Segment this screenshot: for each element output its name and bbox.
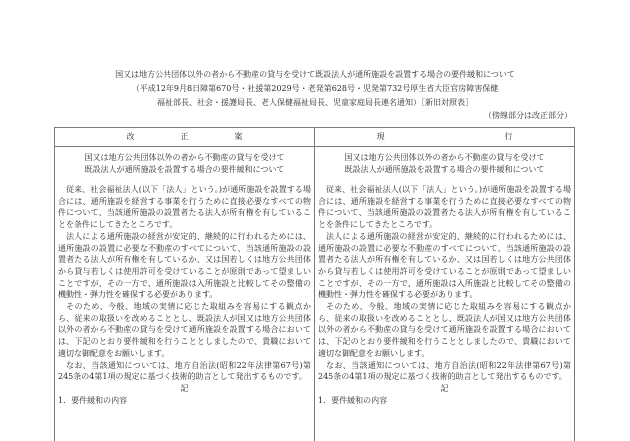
header-char: 行 xyxy=(504,132,513,141)
paragraph: 従来、社会福祉法人(以下「法人」という。)が通所施設を設置する場合には、通所施設を経営する事業を行うために直接必要なすべての物件について、当該通所施設の設置者たる法人が所有権を有していることを条件にしてきたところです。 xyxy=(58,185,311,230)
paragraph: そのため、今般、地域の実情に応じた取組みを容易にする観点から、従来の取扱いを改めることとし、既設法人が国又は地方公共団体以外の者から不動産の貸与を受けて通所施設を設置する場合においては、下記のとおり要件緩和を行うこととしましたので、貴職において適切な御配意をお願いします。 xyxy=(318,302,571,358)
header-char: 現 xyxy=(376,132,385,141)
section-title xyxy=(58,152,311,176)
section-title-line: 国又は地方公共団体以外の者から不動産の貸与を受けて xyxy=(84,153,285,162)
section-title-line: 既設法人が通所施設を設置する場合の要件緩和について xyxy=(344,165,545,174)
section-title xyxy=(318,152,571,176)
header-char: 案 xyxy=(234,132,243,141)
title-line-1: 国又は地方公共団体以外の者から不動産の貸与を受けて既設法人が通所施設を設置する場合の要件緩和について xyxy=(115,70,515,79)
ki-marker: 記 xyxy=(180,383,189,393)
comparison-table xyxy=(54,127,575,441)
header-char: 正 xyxy=(180,132,189,141)
list-item: 1．要件緩和の内容 xyxy=(318,395,388,405)
paragraph: 従来、社会福祉法人(以下「法人」という。)が通所施設を設置する場合には、通所施設を経営する事業を行うために直接必要なすべての物件について、当該通所施設の設置者たる法人が所有権を有していることを条件にしてきたところです。 xyxy=(318,185,571,230)
list-item: 1．要件緩和の内容 xyxy=(58,395,128,405)
title-line-2: （平成12年9月8日障第670号・社援第2029号・老発第628号・児発第732号厚生省大臣官房障害保健 xyxy=(131,84,499,93)
paragraph: 法人による通所施設の経営が安定的、継続的に行われるためには、通所施設の設置に必要な不動産のすべてについて、当該通所施設の設置者たる法人が所有権を有しているか、又は国若しくは地方公共団体から貸与若しくは使用許可を受けていることが原則であって望ましいことですが、その一方で、通所施設は入所施設と比較してその整備の機動性・弾力性を確保する必要があります。 xyxy=(58,231,311,300)
document-title xyxy=(0,68,630,110)
underline-note: （傍線部分は改正部分） xyxy=(484,111,572,120)
paragraph: なお、当該通知については、地方自治法(昭和22年法律第67号)第245条の4第1項の規定に基づく技術的助言として発出するものです。 xyxy=(58,360,311,382)
paragraph: なお、当該通知については、地方自治法(昭和22年法律第67号)第245条の4第1項の規定に基づく技術的助言として発出するものです。 xyxy=(318,360,571,382)
current-column xyxy=(315,128,574,441)
section-title-line: 既設法人が通所施設を設置する場合の要件緩和について xyxy=(84,165,285,174)
revised-column xyxy=(55,128,315,441)
header-char: 改 xyxy=(126,132,135,141)
current-column-header xyxy=(315,128,574,147)
paragraph: そのため、今般、地域の実情に応じた取組みを容易にする観点から、従来の取扱いを改めることとし、既設法人が国又は地方公共団体以外の者から不動産の貸与を受けて通所施設を設置する場合においては、下記のとおり要件緩和を行うこととしましたので、貴職において適切な御配意をお願いします。 xyxy=(58,302,311,358)
revised-column-body xyxy=(55,147,314,406)
current-column-body xyxy=(315,147,574,406)
ki-marker: 記 xyxy=(440,383,449,393)
revised-column-header xyxy=(55,128,314,147)
title-line-3: 福祉部長、社会・援護局長、老人保健福祉局長、児童家庭局長連名通知）［新旧対照表］ xyxy=(157,98,473,107)
paragraph: 法人による通所施設の経営が安定的、継続的に行われるためには、通所施設の設置に必要な不動産のすべてについて、当該通所施設の設置者たる法人が所有権を有しているか、又は国若しくは地方公共団体から貸与若しくは使用許可を受けていることが原則であって望ましいことですが、その一方で、通所施設は入所施設と比較してその整備の機動性・弾力性を確保する必要があります。 xyxy=(318,231,571,300)
section-title-line: 国又は地方公共団体以外の者から不動産の貸与を受けて xyxy=(344,153,545,162)
